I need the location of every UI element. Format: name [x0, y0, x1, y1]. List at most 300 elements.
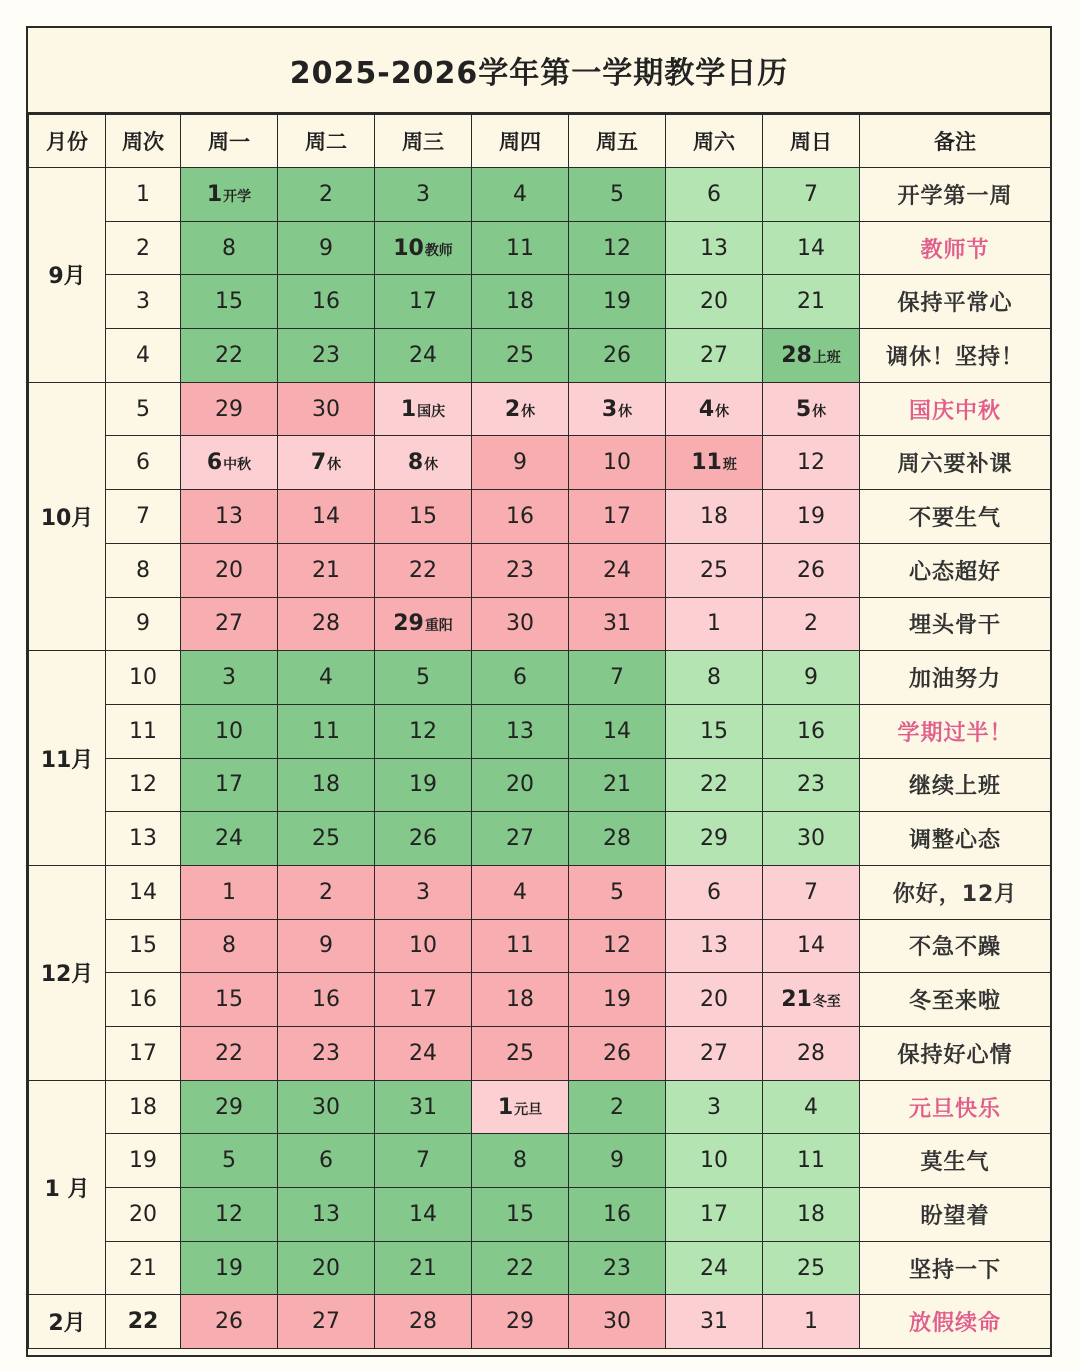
day-number: 8 [222, 933, 236, 959]
header-week: 周次 [106, 115, 181, 168]
day-cell [375, 812, 472, 866]
note-cell: 心态超好 [860, 543, 1051, 597]
note-cell: 国庆中秋 [860, 382, 1051, 436]
week-number: 18 [106, 1080, 181, 1134]
week-row [29, 597, 1051, 651]
note-cell: 放假续命 [860, 1295, 1051, 1349]
note-cell: 坚持一下 [860, 1241, 1051, 1295]
note-cell: 元旦快乐 [860, 1080, 1051, 1134]
day-cell [763, 651, 860, 705]
day-number: 24 [409, 1040, 437, 1066]
day-cell [472, 973, 569, 1027]
day-number: 21 [409, 1255, 437, 1281]
day-cell [763, 1080, 860, 1134]
day-cell [763, 382, 860, 436]
week-number: 3 [106, 275, 181, 329]
day-number: 27 [700, 342, 728, 368]
day-cell [569, 704, 666, 758]
day-number: 3 [416, 181, 430, 207]
day-number: 17 [700, 1201, 728, 1227]
day-number: 18 [312, 772, 340, 798]
day-cell [375, 329, 472, 383]
header-row [29, 115, 1051, 168]
calendar-table [28, 114, 1051, 1349]
day-number: 6 [513, 665, 527, 691]
day-annotation: 冬至 [812, 994, 841, 1011]
day-cell [666, 275, 763, 329]
day-cell [181, 1241, 278, 1295]
day-cell [472, 1134, 569, 1188]
week-row [29, 812, 1051, 866]
day-number: 6 [707, 181, 721, 207]
day-number: 1 [206, 181, 223, 207]
week-number: 20 [106, 1188, 181, 1242]
day-cell [763, 758, 860, 812]
day-number: 17 [215, 772, 243, 798]
day-number: 26 [797, 557, 825, 583]
day-number: 10 [603, 450, 631, 476]
day-cell [569, 1188, 666, 1242]
day-number: 7 [610, 665, 624, 691]
day-cell [569, 973, 666, 1027]
day-cell [375, 1080, 472, 1134]
day-number: 25 [312, 826, 340, 852]
day-number: 24 [409, 342, 437, 368]
day-cell [278, 651, 375, 705]
day-number: 11 [506, 235, 534, 261]
day-number: 25 [700, 557, 728, 583]
day-cell [472, 436, 569, 490]
day-number: 13 [506, 718, 534, 744]
day-annotation: 休 [327, 457, 342, 474]
day-number: 19 [603, 987, 631, 1013]
day-number: 15 [215, 289, 243, 315]
day-number: 5 [416, 665, 430, 691]
day-cell [181, 1188, 278, 1242]
month-label: 11月 [29, 651, 106, 866]
day-cell [181, 382, 278, 436]
day-cell [375, 490, 472, 544]
note-cell: 调整心态 [860, 812, 1051, 866]
day-number: 13 [700, 933, 728, 959]
day-cell [472, 812, 569, 866]
day-number: 30 [312, 1094, 340, 1120]
day-number: 26 [603, 342, 631, 368]
day-annotation: 元旦 [514, 1101, 543, 1118]
day-cell [375, 597, 472, 651]
day-number: 1 [804, 1309, 818, 1335]
day-annotation: 班 [722, 457, 737, 474]
day-cell [763, 973, 860, 1027]
day-number: 29 [215, 396, 243, 422]
day-number: 18 [506, 289, 534, 315]
day-cell [666, 1241, 763, 1295]
day-cell [569, 865, 666, 919]
week-number: 6 [106, 436, 181, 490]
day-cell [666, 919, 763, 973]
day-cell [181, 758, 278, 812]
day-number: 22 [215, 342, 243, 368]
day-number: 26 [409, 826, 437, 852]
week-row [29, 1241, 1051, 1295]
day-cell [375, 1134, 472, 1188]
day-cell [569, 1241, 666, 1295]
day-cell [375, 543, 472, 597]
week-row [29, 919, 1051, 973]
day-cell [375, 436, 472, 490]
day-number: 16 [603, 1201, 631, 1227]
day-number: 27 [506, 826, 534, 852]
week-number: 5 [106, 382, 181, 436]
day-cell [278, 436, 375, 490]
day-cell [472, 275, 569, 329]
day-cell [569, 221, 666, 275]
day-number: 1 [222, 879, 236, 905]
note-cell: 保持好心情 [860, 1027, 1051, 1081]
day-cell [278, 1134, 375, 1188]
week-row [29, 168, 1051, 222]
note-cell: 周六要补课 [860, 436, 1051, 490]
week-row [29, 1188, 1051, 1242]
day-annotation: 上班 [812, 349, 841, 366]
day-number: 2 [610, 1094, 624, 1120]
day-cell [278, 221, 375, 275]
day-cell [375, 758, 472, 812]
day-number: 22 [700, 772, 728, 798]
day-cell [181, 704, 278, 758]
day-number: 13 [215, 503, 243, 529]
day-number: 21 [603, 772, 631, 798]
day-number: 27 [312, 1309, 340, 1335]
day-number: 10 [215, 718, 243, 744]
day-number: 7 [416, 1148, 430, 1174]
day-number: 22 [506, 1255, 534, 1281]
day-cell [763, 1134, 860, 1188]
day-cell [375, 1295, 472, 1349]
day-number: 20 [215, 557, 243, 583]
month-label: 1 月 [29, 1080, 106, 1295]
day-cell [181, 651, 278, 705]
header-tue: 周二 [278, 115, 375, 168]
day-cell [763, 597, 860, 651]
week-number: 9 [106, 597, 181, 651]
day-number: 22 [215, 1040, 243, 1066]
day-number: 9 [610, 1148, 624, 1174]
day-cell [569, 1080, 666, 1134]
day-cell [569, 812, 666, 866]
day-number: 16 [312, 289, 340, 315]
day-cell [763, 1295, 860, 1349]
day-cell [375, 1188, 472, 1242]
week-row [29, 1295, 1051, 1349]
day-cell [181, 597, 278, 651]
day-cell [278, 490, 375, 544]
day-cell [472, 1188, 569, 1242]
day-number: 6 [319, 1148, 333, 1174]
day-annotation: 休 [812, 403, 827, 420]
day-number: 12 [409, 718, 437, 744]
day-cell [666, 1295, 763, 1349]
day-cell [375, 973, 472, 1027]
day-number: 19 [409, 772, 437, 798]
week-number: 17 [106, 1027, 181, 1081]
day-number: 8 [222, 235, 236, 261]
day-number: 29 [700, 826, 728, 852]
day-number: 28 [603, 826, 631, 852]
day-cell [375, 865, 472, 919]
day-number: 17 [409, 289, 437, 315]
day-cell [181, 1295, 278, 1349]
day-number: 22 [409, 557, 437, 583]
day-number: 5 [610, 181, 624, 207]
day-number: 1 [707, 611, 721, 637]
day-annotation: 休 [424, 457, 439, 474]
day-cell [666, 812, 763, 866]
day-number: 27 [700, 1040, 728, 1066]
day-number: 12 [797, 450, 825, 476]
day-number: 29 [393, 611, 424, 637]
day-cell [375, 221, 472, 275]
day-cell [181, 1027, 278, 1081]
day-number: 28 [409, 1309, 437, 1335]
day-cell [666, 329, 763, 383]
day-number: 14 [797, 933, 825, 959]
day-cell [569, 382, 666, 436]
day-number: 16 [506, 503, 534, 529]
day-number: 11 [691, 450, 722, 476]
header-sat: 周六 [666, 115, 763, 168]
week-number: 14 [106, 865, 181, 919]
day-number: 13 [312, 1201, 340, 1227]
day-cell [472, 168, 569, 222]
day-cell [472, 1027, 569, 1081]
day-cell [278, 812, 375, 866]
day-number: 21 [781, 987, 812, 1013]
week-number: 1 [106, 168, 181, 222]
day-number: 27 [215, 611, 243, 637]
day-cell [569, 1134, 666, 1188]
day-cell [181, 436, 278, 490]
day-number: 9 [804, 665, 818, 691]
note-cell: 加油努力 [860, 651, 1051, 705]
day-number: 14 [603, 718, 631, 744]
day-cell [472, 704, 569, 758]
day-number: 25 [797, 1255, 825, 1281]
month-label: 10月 [29, 382, 106, 650]
day-cell [666, 382, 763, 436]
day-cell [181, 490, 278, 544]
day-cell [569, 168, 666, 222]
day-number: 17 [603, 503, 631, 529]
day-cell [181, 919, 278, 973]
day-number: 10 [393, 235, 424, 261]
day-cell [763, 865, 860, 919]
day-cell [375, 382, 472, 436]
day-cell [181, 221, 278, 275]
day-cell [278, 329, 375, 383]
header-sun: 周日 [763, 115, 860, 168]
day-annotation: 中秋 [223, 457, 252, 474]
day-number: 5 [795, 396, 812, 422]
day-cell [278, 168, 375, 222]
day-cell [375, 651, 472, 705]
note-cell: 盼望着 [860, 1188, 1051, 1242]
week-number: 7 [106, 490, 181, 544]
day-number: 19 [797, 503, 825, 529]
day-number: 9 [319, 235, 333, 261]
day-number: 7 [310, 450, 327, 476]
day-cell [278, 704, 375, 758]
day-number: 21 [797, 289, 825, 315]
day-cell [763, 919, 860, 973]
day-number: 15 [506, 1201, 534, 1227]
day-number: 29 [215, 1094, 243, 1120]
day-number: 28 [797, 1040, 825, 1066]
header-mon: 周一 [181, 115, 278, 168]
note-cell: 冬至来啦 [860, 973, 1051, 1027]
day-number: 3 [416, 879, 430, 905]
day-number: 1 [400, 396, 417, 422]
day-number: 24 [603, 557, 631, 583]
day-cell [181, 812, 278, 866]
day-cell [763, 168, 860, 222]
day-annotation: 教师 [424, 242, 453, 259]
week-row [29, 704, 1051, 758]
day-number: 8 [407, 450, 424, 476]
day-number: 24 [700, 1255, 728, 1281]
week-number: 21 [106, 1241, 181, 1295]
day-number: 25 [506, 1040, 534, 1066]
day-cell [278, 275, 375, 329]
day-cell [278, 1295, 375, 1349]
day-number: 14 [797, 235, 825, 261]
day-cell [375, 168, 472, 222]
note-cell: 调休！坚持！ [860, 329, 1051, 383]
week-number: 4 [106, 329, 181, 383]
day-cell [666, 758, 763, 812]
day-cell [666, 1134, 763, 1188]
day-cell [666, 704, 763, 758]
week-number: 2 [106, 221, 181, 275]
day-cell [278, 758, 375, 812]
day-number: 11 [312, 718, 340, 744]
day-cell [763, 1027, 860, 1081]
month-label: 12月 [29, 865, 106, 1080]
day-number: 7 [804, 181, 818, 207]
day-cell [666, 865, 763, 919]
day-cell [181, 1134, 278, 1188]
day-cell [569, 490, 666, 544]
day-number: 20 [506, 772, 534, 798]
day-number: 26 [215, 1309, 243, 1335]
day-cell [666, 1188, 763, 1242]
day-number: 23 [797, 772, 825, 798]
day-cell [472, 382, 569, 436]
day-number: 4 [804, 1094, 818, 1120]
day-number: 16 [797, 718, 825, 744]
day-cell [569, 758, 666, 812]
day-cell [569, 1027, 666, 1081]
day-number: 3 [222, 665, 236, 691]
day-cell [569, 1295, 666, 1349]
day-number: 9 [513, 450, 527, 476]
day-annotation: 休 [618, 403, 633, 420]
day-cell [763, 543, 860, 597]
week-row [29, 221, 1051, 275]
day-cell [472, 865, 569, 919]
week-number: 22 [106, 1295, 181, 1349]
header-notes: 备注 [860, 115, 1051, 168]
day-cell [666, 973, 763, 1027]
day-cell [666, 221, 763, 275]
week-row [29, 973, 1051, 1027]
week-row [29, 275, 1051, 329]
note-cell: 教师节 [860, 221, 1051, 275]
week-number: 13 [106, 812, 181, 866]
day-cell [278, 543, 375, 597]
week-number: 11 [106, 704, 181, 758]
day-cell [375, 704, 472, 758]
day-cell [569, 275, 666, 329]
day-number: 20 [700, 289, 728, 315]
day-cell [666, 651, 763, 705]
day-cell [472, 221, 569, 275]
day-cell [472, 597, 569, 651]
day-cell [278, 597, 375, 651]
note-cell: 埋头骨干 [860, 597, 1051, 651]
day-number: 30 [312, 396, 340, 422]
day-cell [666, 597, 763, 651]
day-cell [472, 543, 569, 597]
day-cell [666, 168, 763, 222]
day-number: 10 [409, 933, 437, 959]
day-number: 16 [312, 987, 340, 1013]
week-number: 8 [106, 543, 181, 597]
day-number: 28 [312, 611, 340, 637]
note-cell: 不要生气 [860, 490, 1051, 544]
day-number: 23 [603, 1255, 631, 1281]
day-cell [181, 329, 278, 383]
week-row [29, 758, 1051, 812]
day-cell [666, 436, 763, 490]
day-number: 15 [700, 718, 728, 744]
day-number: 4 [513, 181, 527, 207]
day-cell [472, 651, 569, 705]
day-number: 12 [603, 933, 631, 959]
day-annotation: 国庆 [417, 403, 446, 420]
day-number: 23 [312, 1040, 340, 1066]
week-row [29, 382, 1051, 436]
day-cell [472, 490, 569, 544]
day-number: 25 [506, 342, 534, 368]
day-number: 5 [610, 879, 624, 905]
day-number: 14 [312, 503, 340, 529]
day-cell [569, 436, 666, 490]
week-number: 10 [106, 651, 181, 705]
day-number: 20 [312, 1255, 340, 1281]
header-thu: 周四 [472, 115, 569, 168]
day-number: 15 [409, 503, 437, 529]
day-annotation: 休 [715, 403, 730, 420]
day-cell [181, 168, 278, 222]
day-number: 24 [215, 826, 243, 852]
header-month: 月份 [29, 115, 106, 168]
day-cell [278, 1241, 375, 1295]
week-row [29, 1027, 1051, 1081]
day-cell [569, 543, 666, 597]
day-number: 12 [603, 235, 631, 261]
day-number: 12 [215, 1201, 243, 1227]
